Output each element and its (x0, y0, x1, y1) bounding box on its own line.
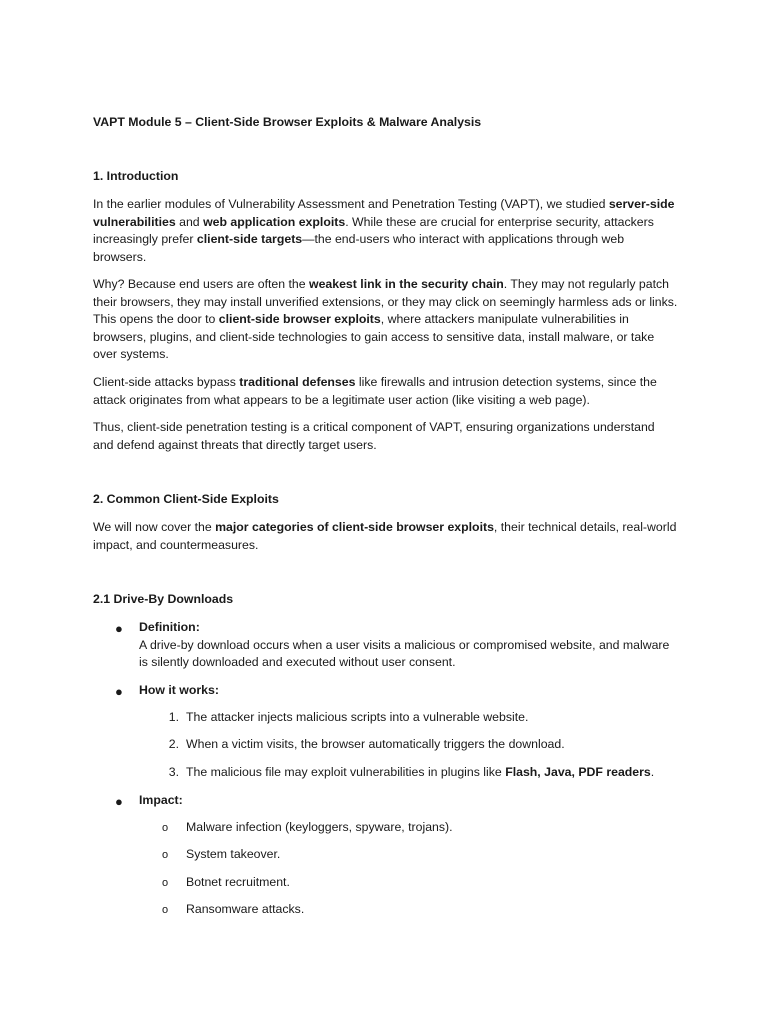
impact-item: Botnet recruitment. (186, 875, 290, 889)
bullet-dot: ● (115, 621, 123, 636)
impact-item: System takeover. (186, 847, 281, 861)
section-2-heading: 2. Common Client-Side Exploits (93, 492, 279, 506)
document-title: VAPT Module 5 – Client-Side Browser Exploits & Malware Analysis (93, 115, 482, 129)
intro-paragraph-4: Thus, client-side penetration testing is a critical component of VAPT, ensuring organizations understand and defend against threats that directly target users. (93, 420, 655, 452)
circle-bullet: o (162, 822, 169, 834)
definition-text: A drive-by download occurs when a user visits a malicious or compromised website, and malware is silently downloaded and executed without user consent. (139, 637, 670, 670)
section-2-1-heading: 2.1 Drive-By Downloads (93, 592, 234, 606)
definition-item (139, 619, 679, 672)
step-text: The malicious file may exploit vulnerabilities in plugins like Flash, Java, PDF readers. (186, 765, 655, 779)
step-number: 1. (168, 710, 179, 724)
section-2-paragraph: We will now cover the major categories of client-side browser exploits, their technical details, real-world impact, and countermeasures. (93, 520, 677, 552)
section-1-heading: 1. Introduction (93, 169, 179, 183)
step-number: 2. (168, 737, 179, 751)
how-it-works-label: How it works: (139, 683, 219, 697)
definition-label: Definition: (139, 620, 200, 634)
intro-paragraph-2: Why? Because end users are often the weakest link in the security chain. They may not regularly patch their browsers, they may install unverified extensions, or they may click on seemingly harmless ads or links. This opens the door to client-side browser exploits, where attackers manipulate vulnerabilities in browsers, plugins, and client-side technologies to gain access to sensitive data, install malware, or take over systems. (93, 277, 678, 362)
step-text: When a victim visits, the browser automatically triggers the download. (186, 737, 565, 751)
impact-label: Impact: (139, 793, 183, 807)
impact-item: Ransomware attacks. (186, 902, 305, 916)
circle-bullet: o (162, 904, 169, 916)
step-text: The attacker injects malicious scripts into a vulnerable website. (186, 710, 529, 724)
impact-item: Malware infection (keyloggers, spyware, trojans). (186, 820, 453, 834)
bullet-dot: ● (115, 794, 123, 809)
intro-paragraph-1: In the earlier modules of Vulnerability Assessment and Penetration Testing (VAPT), we studied server-side vulnerabilities and web application exploits. While these are crucial for enterprise security, attackers increasingly prefer client-side targets—the end-users who interact with applications through web browsers. (93, 197, 675, 264)
step-number: 3. (168, 765, 179, 779)
intro-paragraph-3: Client-side attacks bypass traditional defenses like firewalls and intrusion detection systems, since the attack originates from what appears to be a legitimate user action (like visiting a web page). (93, 375, 657, 407)
circle-bullet: o (162, 877, 169, 889)
circle-bullet: o (162, 849, 169, 861)
bullet-dot: ● (115, 684, 123, 699)
